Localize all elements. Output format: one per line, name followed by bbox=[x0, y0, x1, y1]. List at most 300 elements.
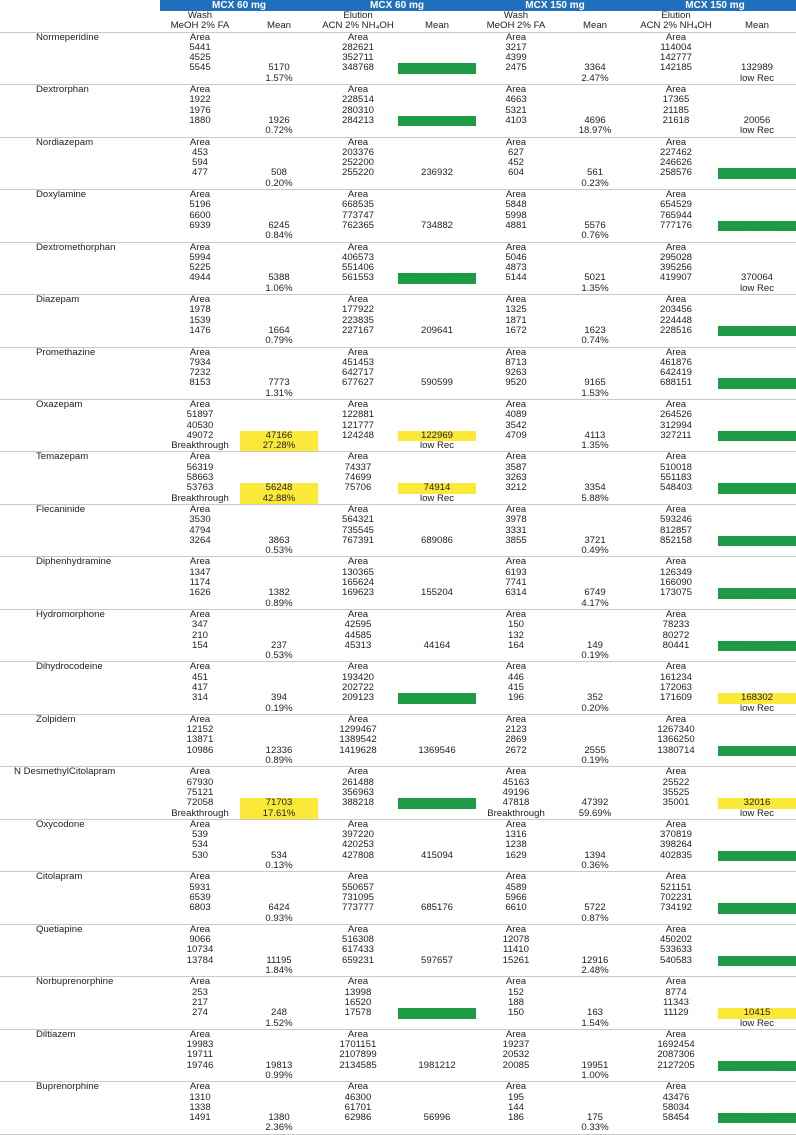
empty-cell bbox=[398, 137, 476, 148]
value-cell bbox=[718, 211, 796, 221]
value-cell: 402835 bbox=[659, 850, 692, 861]
corner-cell bbox=[0, 0, 160, 11]
value-cell: 53321 bbox=[718, 1113, 796, 1123]
empty-cell bbox=[240, 452, 318, 463]
value-cell bbox=[556, 631, 634, 641]
area-label: Area bbox=[476, 767, 556, 778]
stats-row bbox=[0, 441, 796, 452]
analyte-name-row bbox=[0, 504, 796, 515]
row-label-empty bbox=[0, 431, 160, 441]
value-cell bbox=[718, 95, 796, 105]
row-label-empty bbox=[0, 326, 160, 336]
area-label: Area bbox=[160, 295, 240, 306]
empty-cell bbox=[556, 190, 634, 201]
row-label-empty bbox=[0, 546, 160, 557]
area-label: Area bbox=[318, 872, 398, 883]
value-cell: 255220 bbox=[341, 168, 374, 179]
value-cell: 415094 bbox=[420, 850, 453, 861]
value-cell bbox=[556, 568, 634, 578]
group-header-mcx60-elution: MCX 60 mg bbox=[318, 0, 476, 11]
row-label-empty bbox=[0, 168, 160, 178]
value-cell: 0.33% bbox=[556, 1123, 634, 1134]
replicate-row bbox=[0, 43, 796, 53]
empty-cell bbox=[718, 452, 796, 463]
value-cell: 627 bbox=[507, 147, 524, 158]
row-label-empty bbox=[0, 988, 160, 998]
area-label: Area bbox=[634, 557, 718, 568]
value-cell bbox=[398, 515, 476, 525]
area-label: Area bbox=[476, 1082, 556, 1093]
analyte-name: Flecaninide bbox=[0, 504, 160, 515]
stats-row bbox=[0, 1123, 796, 1134]
step-header: Elution bbox=[343, 11, 373, 21]
value-cell bbox=[398, 336, 476, 347]
empty-cell bbox=[240, 32, 318, 43]
value-cell: 10986 bbox=[186, 745, 214, 756]
value-cell bbox=[318, 336, 398, 347]
value-cell bbox=[398, 389, 476, 400]
empty-cell bbox=[556, 242, 634, 253]
value-cell bbox=[240, 568, 318, 578]
value-cell bbox=[476, 1019, 556, 1030]
row-label-empty bbox=[0, 263, 160, 273]
value-cell: 347 bbox=[191, 620, 208, 631]
value-cell: 370819 bbox=[659, 830, 692, 841]
value-cell: 203456 bbox=[659, 305, 692, 316]
value-cell: 227167 bbox=[341, 325, 374, 336]
value-cell: 75121 bbox=[186, 787, 214, 798]
value-cell: 44164 bbox=[423, 640, 451, 651]
row-label-empty bbox=[0, 914, 160, 925]
analyte-name-row bbox=[0, 714, 796, 725]
empty-cell bbox=[398, 557, 476, 568]
value-cell bbox=[718, 893, 796, 903]
row-label-empty bbox=[0, 515, 160, 525]
value-cell bbox=[240, 263, 318, 273]
row-label-empty bbox=[0, 568, 160, 578]
analyte-name-row bbox=[0, 767, 796, 778]
value-cell bbox=[398, 1040, 476, 1050]
value-cell bbox=[718, 788, 796, 798]
step-header: Wash bbox=[187, 11, 213, 21]
value-cell bbox=[556, 515, 634, 525]
value-cell bbox=[318, 756, 398, 767]
value-cell bbox=[240, 316, 318, 326]
value-cell: 534 bbox=[270, 850, 287, 861]
empty-cell bbox=[718, 399, 796, 410]
value-cell bbox=[398, 704, 476, 715]
value-cell bbox=[718, 494, 796, 505]
value-cell: 43476 bbox=[662, 1092, 690, 1103]
value-cell: 477 bbox=[191, 168, 208, 179]
value-cell bbox=[718, 148, 796, 158]
value-cell: 1267340 bbox=[657, 725, 695, 736]
value-cell: 397220 bbox=[341, 830, 374, 841]
value-cell bbox=[718, 1071, 796, 1082]
value-cell: 689086 bbox=[420, 535, 453, 546]
value-cell: 5388 bbox=[268, 273, 290, 284]
replicate-row bbox=[0, 526, 796, 536]
value-cell: 335556 bbox=[398, 798, 476, 808]
value-cell: 46300 bbox=[344, 1092, 372, 1103]
area-label: Area bbox=[318, 1029, 398, 1040]
value-cell bbox=[240, 893, 318, 903]
value-cell bbox=[718, 1103, 796, 1113]
empty-cell bbox=[556, 137, 634, 148]
row-label-empty bbox=[0, 273, 160, 283]
value-cell bbox=[476, 389, 556, 400]
value-cell: 1672 bbox=[505, 325, 527, 336]
replicate-row bbox=[0, 368, 796, 378]
value-cell bbox=[160, 1123, 240, 1134]
value-cell bbox=[718, 778, 796, 788]
value-cell: 19237 bbox=[502, 1040, 530, 1051]
value-cell: 5196 bbox=[189, 200, 211, 211]
value-cell: 765944 bbox=[659, 210, 692, 221]
mean-header: Mean bbox=[425, 21, 449, 32]
value-cell bbox=[556, 463, 634, 473]
row-label-empty bbox=[0, 1008, 160, 1018]
value-cell bbox=[160, 861, 240, 872]
value-cell: 419907 bbox=[659, 273, 692, 284]
empty-cell bbox=[718, 767, 796, 778]
value-cell bbox=[556, 421, 634, 431]
stats-row bbox=[0, 74, 796, 85]
value-cell: 10734 bbox=[186, 945, 214, 956]
empty-cell bbox=[398, 662, 476, 673]
empty-cell bbox=[556, 1082, 634, 1093]
value-cell: 248 bbox=[270, 1008, 287, 1019]
value-cell: 132989 bbox=[740, 63, 773, 74]
value-cell bbox=[398, 914, 476, 925]
value-cell: 5931 bbox=[189, 882, 211, 893]
value-cell bbox=[718, 673, 796, 683]
value-cell: Breakthrough bbox=[171, 441, 229, 452]
value-cell: 5545 bbox=[189, 63, 211, 74]
value-cell bbox=[398, 568, 476, 578]
value-cell bbox=[240, 735, 318, 745]
solvent-header: ACN 2% NH₄OH bbox=[322, 21, 394, 32]
analyte-name: Diazepam bbox=[0, 295, 160, 306]
value-cell: 597657 bbox=[420, 955, 453, 966]
value-cell: 1626 bbox=[189, 588, 211, 599]
empty-cell bbox=[398, 1029, 476, 1040]
empty-cell bbox=[240, 85, 318, 96]
row-label-empty bbox=[0, 1113, 160, 1123]
value-cell bbox=[398, 463, 476, 473]
analyte-name-row bbox=[0, 662, 796, 673]
value-cell bbox=[634, 861, 718, 872]
value-cell bbox=[634, 1123, 718, 1134]
replicate-row bbox=[0, 568, 796, 578]
value-cell bbox=[398, 683, 476, 693]
value-cell: 604 bbox=[507, 168, 524, 179]
row-label-empty bbox=[0, 588, 160, 598]
replicate-row bbox=[0, 483, 796, 493]
value-cell: 0.79% bbox=[265, 336, 293, 347]
value-cell: 56248 bbox=[240, 483, 318, 493]
empty-cell bbox=[718, 347, 796, 358]
value-cell bbox=[556, 725, 634, 735]
value-cell: low Rec bbox=[419, 441, 455, 452]
area-label: Area bbox=[634, 977, 718, 988]
value-cell bbox=[318, 861, 398, 872]
value-cell: 11410 bbox=[503, 945, 529, 956]
value-cell: 2107899 bbox=[339, 1050, 377, 1061]
value-cell: 594 bbox=[191, 158, 208, 169]
stats-row bbox=[0, 861, 796, 872]
value-cell bbox=[240, 935, 318, 945]
results-body bbox=[0, 32, 796, 1134]
value-cell bbox=[318, 494, 398, 505]
value-cell bbox=[634, 651, 718, 662]
empty-cell bbox=[240, 137, 318, 148]
value-cell bbox=[476, 756, 556, 767]
row-label-empty bbox=[0, 410, 160, 420]
replicate-row bbox=[0, 683, 796, 693]
value-cell bbox=[240, 631, 318, 641]
value-cell: 236932 bbox=[420, 168, 453, 179]
value-cell: 9263 bbox=[505, 368, 527, 379]
value-cell bbox=[398, 725, 476, 735]
value-cell: 164 bbox=[507, 640, 524, 651]
stats-row bbox=[0, 336, 796, 347]
value-cell: 244221 bbox=[718, 168, 796, 178]
replicate-row bbox=[0, 463, 796, 473]
row-label-empty bbox=[0, 389, 160, 400]
value-cell: 1299467 bbox=[339, 725, 377, 736]
value-cell bbox=[476, 494, 556, 505]
value-cell: 734882 bbox=[420, 220, 453, 231]
empty-cell bbox=[718, 662, 796, 673]
area-label: Area bbox=[318, 767, 398, 778]
value-cell: 79649 bbox=[718, 641, 796, 651]
value-cell: 508139 bbox=[718, 956, 796, 966]
row-label-empty bbox=[0, 116, 160, 126]
value-cell: 122881 bbox=[341, 410, 374, 421]
value-cell: 274 bbox=[191, 1008, 208, 1019]
value-cell: 224448 bbox=[659, 315, 692, 326]
value-cell bbox=[718, 914, 796, 925]
area-label: Area bbox=[318, 399, 398, 410]
empty-cell bbox=[398, 295, 476, 306]
value-cell: 282621 bbox=[341, 42, 374, 53]
value-cell bbox=[556, 305, 634, 315]
area-label: Area bbox=[318, 347, 398, 358]
empty-cell bbox=[398, 767, 476, 778]
replicate-row bbox=[0, 158, 796, 168]
value-cell: 2555 bbox=[584, 745, 606, 756]
value-cell: 45313 bbox=[344, 640, 372, 651]
value-cell bbox=[240, 43, 318, 53]
analyte-name-row bbox=[0, 557, 796, 568]
analyte-name: Buprenorphine bbox=[0, 1082, 160, 1093]
value-cell bbox=[556, 830, 634, 840]
value-cell bbox=[240, 578, 318, 588]
value-cell bbox=[398, 546, 476, 557]
group-header-mcx60-wash: MCX 60 mg bbox=[160, 0, 318, 11]
value-cell: 1380714 bbox=[657, 745, 695, 756]
value-cell: 9520 bbox=[505, 378, 527, 389]
value-cell: 1238 bbox=[505, 840, 527, 851]
empty-cell bbox=[398, 609, 476, 620]
replicate-row bbox=[0, 200, 796, 210]
value-cell: 19813 bbox=[265, 1060, 293, 1071]
value-cell: 78233 bbox=[662, 620, 690, 631]
value-cell bbox=[476, 704, 556, 715]
value-cell: 417 bbox=[191, 683, 208, 693]
analyte-name-row bbox=[0, 242, 796, 253]
value-cell bbox=[718, 1123, 796, 1134]
analyte-name: Oxycodone bbox=[0, 819, 160, 830]
value-cell bbox=[718, 935, 796, 945]
analyte-name-row bbox=[0, 1029, 796, 1040]
value-cell: 773747 bbox=[341, 210, 374, 221]
value-cell: 395256 bbox=[659, 263, 692, 274]
stats-row bbox=[0, 179, 796, 190]
value-cell bbox=[718, 421, 796, 431]
row-label-empty bbox=[0, 358, 160, 368]
value-cell: 165624 bbox=[341, 578, 374, 589]
value-cell: 6539 bbox=[189, 892, 211, 903]
value-cell bbox=[160, 599, 240, 610]
replicate-row bbox=[0, 211, 796, 221]
value-cell: 168302 bbox=[718, 693, 796, 703]
value-cell: 5966 bbox=[505, 892, 527, 903]
empty-cell bbox=[718, 609, 796, 620]
value-cell: 47166 bbox=[240, 431, 318, 441]
value-cell bbox=[398, 1019, 476, 1030]
stats-row bbox=[0, 651, 796, 662]
value-cell bbox=[556, 158, 634, 168]
empty-cell bbox=[240, 609, 318, 620]
area-label: Area bbox=[476, 557, 556, 568]
row-label-empty bbox=[0, 316, 160, 326]
stats-row bbox=[0, 966, 796, 977]
value-cell bbox=[318, 126, 398, 137]
value-cell bbox=[556, 778, 634, 788]
row-label-empty bbox=[0, 778, 160, 788]
replicate-row bbox=[0, 788, 796, 798]
area-label: Area bbox=[634, 714, 718, 725]
value-cell bbox=[718, 106, 796, 116]
area-label: Area bbox=[160, 557, 240, 568]
value-cell: 328033 bbox=[398, 63, 476, 73]
value-cell bbox=[318, 1019, 398, 1030]
row-label-empty bbox=[0, 830, 160, 840]
value-cell bbox=[160, 546, 240, 557]
replicate-row bbox=[0, 840, 796, 850]
value-cell bbox=[718, 683, 796, 693]
value-cell: 2.48% bbox=[581, 966, 609, 977]
row-label-empty bbox=[0, 956, 160, 966]
value-cell bbox=[634, 599, 718, 610]
empty-cell bbox=[556, 295, 634, 306]
value-cell: 21185 bbox=[663, 105, 689, 116]
row-label-empty bbox=[0, 253, 160, 263]
value-cell bbox=[318, 914, 398, 925]
row-label-empty bbox=[0, 1093, 160, 1103]
value-cell bbox=[476, 179, 556, 190]
value-cell: 394 bbox=[270, 693, 287, 704]
empty-cell bbox=[556, 977, 634, 988]
value-cell: 124248 bbox=[341, 430, 374, 441]
value-cell: 51897 bbox=[186, 410, 214, 421]
value-cell: 47392 bbox=[581, 798, 609, 809]
value-cell bbox=[476, 74, 556, 85]
value-cell: 1926 bbox=[268, 115, 290, 126]
row-label-empty bbox=[0, 1123, 160, 1134]
value-cell bbox=[476, 599, 556, 610]
replicate-row bbox=[0, 536, 796, 546]
value-cell bbox=[476, 336, 556, 347]
empty-cell bbox=[240, 557, 318, 568]
value-cell: 253 bbox=[191, 987, 208, 998]
area-label: Area bbox=[476, 242, 556, 253]
value-cell: 550657 bbox=[341, 882, 374, 893]
value-cell: 16520 bbox=[344, 997, 372, 1008]
area-label: Area bbox=[318, 819, 398, 830]
row-label-empty bbox=[0, 620, 160, 630]
value-cell: 659231 bbox=[341, 955, 374, 966]
value-cell: 11129 bbox=[663, 1008, 689, 1019]
value-cell bbox=[476, 1071, 556, 1082]
replicate-row bbox=[0, 421, 796, 431]
value-cell: 154 bbox=[191, 640, 208, 651]
empty-cell bbox=[240, 295, 318, 306]
value-cell bbox=[398, 284, 476, 295]
area-label: Area bbox=[634, 347, 718, 358]
value-cell bbox=[718, 305, 796, 315]
replicate-row bbox=[0, 378, 796, 388]
value-cell: 1394 bbox=[584, 850, 606, 861]
analyte-name-row bbox=[0, 924, 796, 935]
value-cell: 3587 bbox=[505, 462, 527, 473]
value-cell bbox=[240, 840, 318, 850]
value-cell: 2.47% bbox=[581, 73, 609, 84]
value-cell: 539 bbox=[191, 830, 208, 841]
value-cell bbox=[476, 1123, 556, 1134]
value-cell bbox=[718, 620, 796, 630]
area-label: Area bbox=[634, 242, 718, 253]
value-cell bbox=[556, 358, 634, 368]
value-cell: 352 bbox=[586, 693, 603, 704]
value-cell: 42595 bbox=[344, 620, 372, 631]
row-label-empty bbox=[0, 673, 160, 683]
value-cell bbox=[556, 410, 634, 420]
value-cell: 295028 bbox=[659, 252, 692, 263]
value-cell: 312994 bbox=[659, 420, 692, 431]
value-cell: 284213 bbox=[341, 115, 374, 126]
value-cell: 11195 bbox=[266, 955, 292, 966]
value-cell: 173075 bbox=[659, 588, 692, 599]
value-cell: 3217 bbox=[505, 42, 527, 53]
value-cell: 4399 bbox=[505, 53, 527, 64]
area-label: Area bbox=[160, 504, 240, 515]
row-label-empty bbox=[0, 651, 160, 662]
solvent-header-row bbox=[0, 21, 796, 32]
value-cell: 852158 bbox=[659, 535, 692, 546]
value-cell: 32016 bbox=[718, 798, 796, 808]
value-cell: 3855 bbox=[505, 535, 527, 546]
value-cell bbox=[718, 43, 796, 53]
value-cell bbox=[160, 126, 240, 137]
value-cell: 735545 bbox=[341, 525, 374, 536]
value-cell bbox=[556, 683, 634, 693]
empty-cell bbox=[718, 1082, 796, 1093]
value-cell bbox=[398, 735, 476, 745]
value-cell bbox=[160, 336, 240, 347]
